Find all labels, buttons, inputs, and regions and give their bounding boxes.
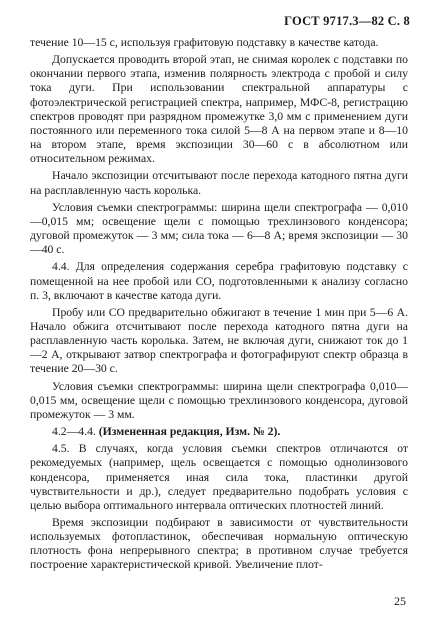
- edition-note: [30, 425, 408, 439]
- document-header: ГОСТ 9717.3—82 С. 8: [284, 14, 410, 28]
- paragraph-exposure-time: Время экспозиции подбирают в зависимости от чувствительности используемых фотопластинок, обеспечивая нормальную оптическую плотность фона непрерывного спектра; в противном случае требуется построение характеристической кривой. Увеличение плот-: [30, 516, 408, 572]
- paragraph-continuation: течение 10—15 с, используя графитовую подставку в качестве катода.: [30, 36, 379, 49]
- paragraph-second-stage: Допускается проводить второй этап, не снимая королек с подставки по окончании первого этапа, изменив полярность электрода с пробой и силу тока дуги. При использовании спектральной аппаратуры с фотоэлектрической регистрацией спектра, например, МФС-8, регистрацию спектров проводят при разрядном промежутке 3,0 мм с применением дуги постоянного или переменного тока силой 5—8 А на первом этапе и 8—10 на втором этапе, время экспозиции 30—60 с в абсолютном или относительном режимах.: [30, 53, 408, 166]
- page-number: 25: [394, 594, 406, 608]
- edition-note-prefix: 4.2—4.4.: [52, 425, 99, 439]
- edition-note-bold: (Измененная редакция, Изм. № 2).: [98, 425, 281, 439]
- paragraph-section-4-4: 4.4. Для определения содержания серебра графитовую подставку с помещенной на нее пробой или СО, подготовленными к анализу согласно п. 3, включают в качестве катода дуги.: [30, 260, 408, 302]
- document-body: [30, 36, 408, 576]
- paragraph-section-4-5: 4.5. В случаях, когда условия съемки спектров отличаются от рекомедуемых (например, щель освещается с помощью однолинзового конденсора, применяется иная сила тока, пластинки другой чувствительности и др.), следует предварительно подобрать условия с целью выбора оптимального интервала оптических плотностей линий.: [30, 442, 408, 512]
- paragraph-shooting-conditions-2: Условия съемки спектрограммы: ширина щели спектрографа 0,010—0,015 мм, освещение щели с помощью трехлинзового конденсора, дуговой промежуток — 3 мм.: [30, 379, 408, 421]
- paragraph-exposure-start: Начало экспозиции отсчитывают после перехода катодного пятна дуги на расплавленную часть королька.: [30, 169, 408, 197]
- paragraph-preburn: Пробу или СО предварительно обжигают в течение 1 мин при 5—6 А. Начало обжига отсчитывают после перехода катодного пятна дуги на расплавленную часть королька. Затем, не включая дуги, снижают ток до 1—2 А, открывают затвор спектрографа и фотографируют спектр образца в течение 20—30 с.: [30, 305, 408, 376]
- paragraph-shooting-conditions-1: Условия съемки спектрограммы: ширина щели спектрографа — 0,010—0,015 мм; освещение щели с помощью трехлинзового конденсора; дуговой промежуток — 3 мм; сила тока — 6—8 А; время экспозиции — 30—40 с.: [30, 200, 408, 257]
